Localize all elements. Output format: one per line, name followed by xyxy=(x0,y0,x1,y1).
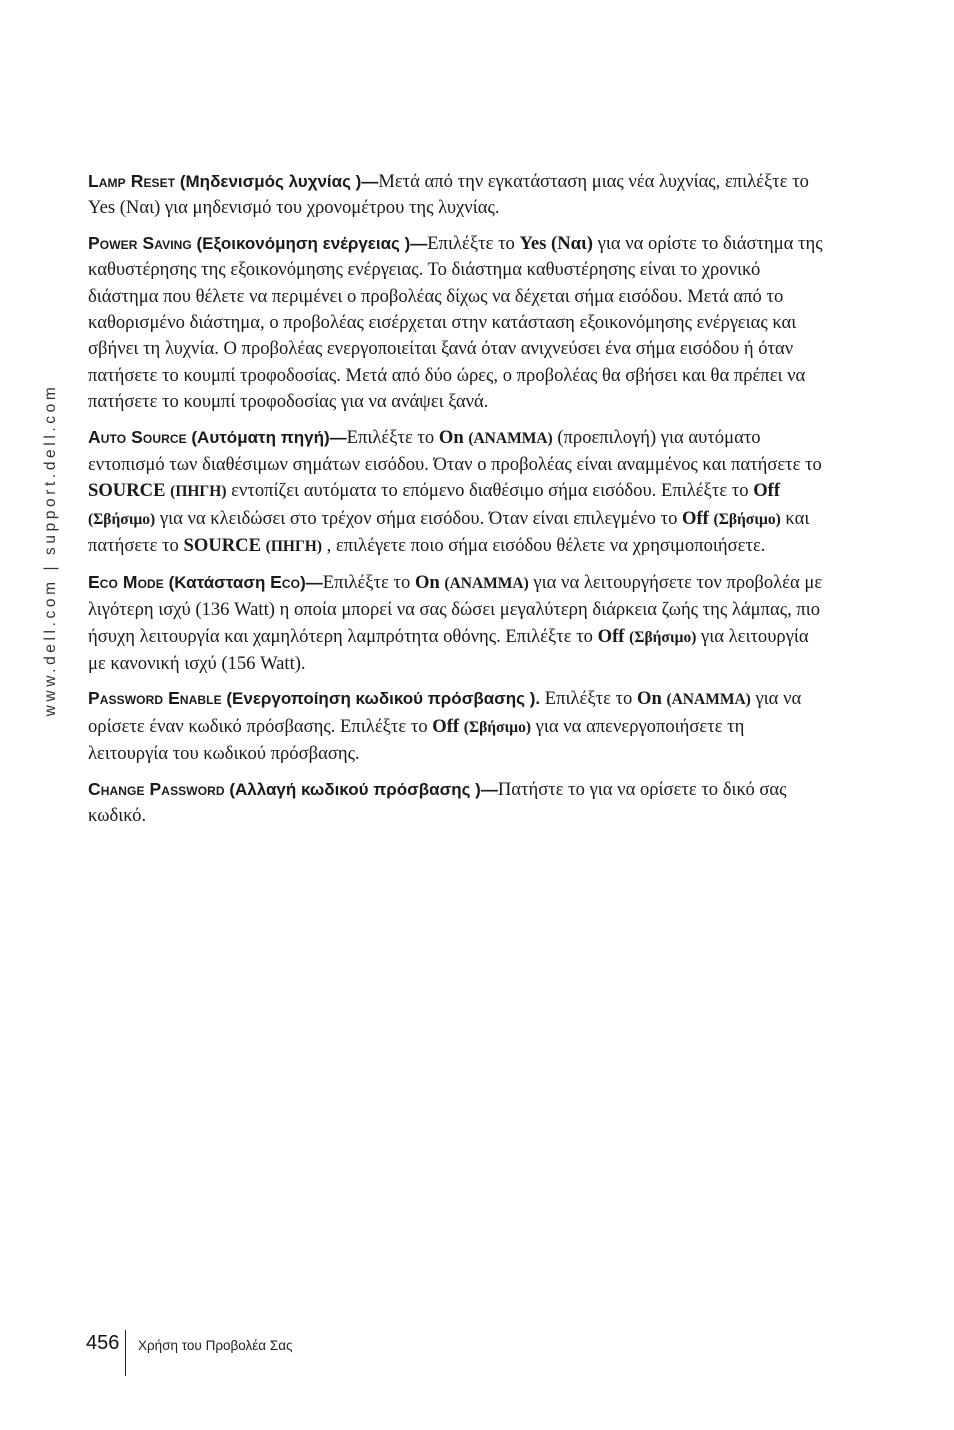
text-power-saving-2: για να ορίστε το διάστημα της καθυστέρησης της εξοικονόμησης ενέργειας. Το διάστημα καθυστέρησης είναι το χρονικό διάστημα που θέλετε να περιμένει ο προβολέας δίχως να δέχεται σήμα εισόδου. Μετά από το καθορισμένο διάστημα, ο προβολέας εισέρχεται στην κατάσταση εξοικονόμησης ενέργειας και σβήνει τη λυχνία. Ο προβολέας ενεργοποιείται ξανά όταν ανιχνεύσει ένα σήμα εισόδου ή όταν πατήσετε το κουμπί τροφοδοσίας. Μετά από δύο ώρες, ο προβολέας θα σβήσει και θα πρέπει να πατήσετε το κουμπί τροφοδοσίας για να ανάψει ξανά. xyxy=(88,232,823,413)
term-password-enable: Password Enable xyxy=(88,688,222,709)
section-eco-mode xyxy=(88,569,823,678)
section-lamp-reset xyxy=(88,168,823,222)
value-on: On xyxy=(438,426,464,448)
footer-divider xyxy=(125,1330,126,1376)
text-auto-source-2: (προεπιλογή) για αυτόματο εντοπισμό των διαθέσιμων σημάτων εισόδου. Όταν ο προβολέας είναι αναμμένος και πατήσετε το xyxy=(88,426,822,476)
text-auto-source-6: , επιλέγετε ποιο σήμα εισόδου θέλετε να χρησιμοποιήσετε. xyxy=(322,535,766,557)
section-change-password xyxy=(88,776,823,830)
text-auto-source-5: και πατήσετε το xyxy=(88,507,810,557)
value-off: Off xyxy=(432,715,460,737)
value-off: Off xyxy=(597,625,625,647)
value-on: On xyxy=(414,571,440,593)
value-source-2: SOURCE xyxy=(183,535,262,557)
term-gr-password-enable: (Ενεργοποίηση κωδικού πρόσβασης ). xyxy=(226,689,541,709)
value-yes: Yes (Ναι) xyxy=(519,232,593,254)
value-off-gr: (Σβήσιμο) xyxy=(629,628,697,646)
text-eco-mode-2: για να λειτουργήσετε τον προβολέα με λιγότερη ισχύ (136 Watt) η οποία μπορεί να σας δώσει μεγαλύτερη διάρκεια ζωής της λάμπας, πιο ήσυχη λειτουργία και χαμηλότερη λαμπρότητα οθόνης. Επιλέξτε το xyxy=(88,571,823,647)
text-power-saving-1: Επιλέξτε το xyxy=(427,232,520,254)
text-password-enable-3: για να απενεργοποιήσετε τη λειτουργία του κωδικού πρόσβασης. xyxy=(88,715,745,765)
value-on: On xyxy=(636,688,662,710)
main-content xyxy=(88,168,823,837)
value-off-2: Off xyxy=(682,507,709,529)
value-source-gr-2: (ΠΗΓΗ) xyxy=(265,538,323,556)
value-off-gr: (Σβήσιμο) xyxy=(463,718,531,736)
term-gr-eco-mode: (Κατάσταση xyxy=(168,572,271,592)
text-auto-source-1: Επιλέξτε το xyxy=(346,426,439,448)
text-eco-mode-1: Επιλέξτε το xyxy=(322,571,415,593)
section-password-enable xyxy=(88,685,823,767)
value-off-gr: (Σβήσιμο) xyxy=(88,510,156,528)
text-password-enable-2: για να ορίσετε έναν κωδικό πρόσβασης. Επιλέξτε το xyxy=(88,688,802,737)
page-number: 456 xyxy=(86,1332,120,1354)
term-gr-lamp-reset: (Μηδενισμός λυχνίας )— xyxy=(179,172,379,191)
term-gr-eco-mode-end: )— xyxy=(300,572,323,592)
term-gr-auto-source: (Αυτόματη πηγή)— xyxy=(191,427,347,447)
term-power-saving: Power Saving xyxy=(88,232,192,253)
value-off-gr-2: (Σβήσιμο) xyxy=(713,510,781,528)
value-source-gr: (ΠΗΓΗ) xyxy=(170,483,227,501)
term-eco-mode: Eco Mode xyxy=(88,571,164,592)
text-lamp-reset: Μετά από την εγκατάσταση μιας νέα λυχνίας, επιλέξτε το Yes (Ναι) για μηδενισμό του χρονομέτρου της λυχνίας. xyxy=(88,171,809,219)
term-change-password: Change Password xyxy=(88,778,225,799)
text-eco-mode-3: για λειτουργία με κανονική ισχύ (156 Watt). xyxy=(88,625,809,674)
value-on-gr: (ANAMMA) xyxy=(444,574,529,592)
section-auto-source xyxy=(88,424,823,561)
term-gr-change-password: (Αλλαγή κωδικού πρόσβασης )— xyxy=(229,779,498,799)
value-on-gr: (ANAMMA) xyxy=(666,691,751,709)
value-source: SOURCE xyxy=(88,480,166,502)
term-auto-source: Auto Source xyxy=(88,426,187,447)
value-off: Off xyxy=(753,480,781,502)
section-power-saving xyxy=(88,230,823,416)
term-gr-power-saving: (Εξοικονόμηση ενέργειας )— xyxy=(196,233,428,253)
text-change-password: Πατήστε το για να ορίσετε το δικό σας κωδικό. xyxy=(88,778,787,826)
footer-title: Χρήση του Προβολέα Σας xyxy=(138,1338,293,1353)
text-auto-source-3: εντοπίζει αυτόματα το επόμενο διαθέσιμο σήμα εισόδου. Επιλέξτε το xyxy=(226,480,754,502)
value-on-gr: (ANAMMA) xyxy=(468,429,553,447)
term-lamp-reset: Lamp Reset xyxy=(88,171,176,191)
term-eco: Eco xyxy=(270,571,301,592)
text-auto-source-4: για να κλειδώσει στο τρέχον σήμα εισόδου. Όταν είναι επιλεγμένο το xyxy=(155,507,683,529)
text-password-enable-1: Επιλέξτε το xyxy=(540,688,637,710)
sidebar-url-text: www.dell.com | support.dell.com xyxy=(42,383,59,717)
sidebar-website-url xyxy=(42,383,62,717)
